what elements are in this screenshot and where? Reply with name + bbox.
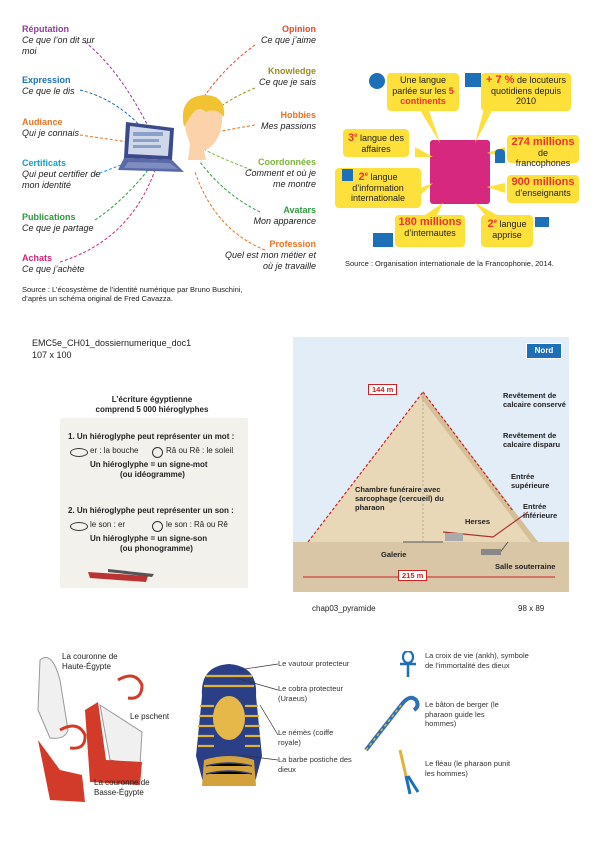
flail-icon — [396, 748, 426, 803]
hieroglyph-s2c: Un hiéroglyphe = un signe-son — [90, 534, 208, 543]
croix-label: La croix de vie (ankh), symbole de l’immortalité des dieux — [425, 651, 529, 670]
cobra-label: Le cobra protecteur (Uraeus) — [278, 684, 344, 703]
identity-publications — [22, 212, 102, 234]
mouth-glyph-icon — [70, 522, 88, 531]
nemes-label: Le némès (coiffe royale) — [278, 728, 334, 747]
identity-opinion-title: Opinion — [282, 24, 316, 34]
identity-coordonnees-desc: Comment et où je me montre — [244, 168, 316, 189]
person-head-illustration — [176, 92, 226, 167]
ankh-icon — [398, 651, 418, 682]
identity-audiance — [22, 117, 97, 139]
identity-profession-desc: Quel est mon métier et où je travaille — [224, 250, 316, 271]
hieroglyph-sound-section — [68, 506, 248, 554]
fact-continents — [387, 73, 459, 111]
pyr-entree-inf: Entrée inférieure — [523, 502, 558, 520]
sun-glyph-icon — [152, 447, 163, 458]
pyr-entree-sup: Entrée supérieure — [511, 472, 550, 490]
identity-hobbies-desc: Mes passions — [260, 121, 316, 131]
info-icon — [342, 169, 353, 181]
mask-pointer-lines — [230, 660, 280, 770]
growth-chart-icon — [465, 73, 481, 87]
identity-avatars — [236, 205, 316, 227]
fact-information-post: langue d’information internationale — [350, 172, 406, 203]
identity-knowledge — [240, 66, 316, 88]
fact-affaires-post: langue des affaires — [357, 133, 404, 154]
identity-opinion — [240, 24, 316, 46]
pyr-rev2: Revêtement de calcaire disparu — [503, 431, 561, 449]
identity-hobbies-title: Hobbies — [280, 110, 316, 120]
vautour-label: Le vautour protecteur — [278, 659, 350, 668]
fact-apprise — [481, 215, 533, 247]
crown-basse-label: La couronne de Basse-Égypte — [94, 778, 150, 797]
base-label: 215 m — [398, 570, 427, 581]
baton-label: Le bâton de berger (le pharaon guide les hommes) — [425, 700, 499, 728]
pyr-rev1: Revêtement de calcaire conservé — [503, 391, 566, 409]
pyramid-drawing — [293, 337, 569, 592]
identity-reputation-desc: Ce que l’on dit sur moi — [22, 35, 95, 56]
fact-francophones-post: de francophones — [515, 147, 571, 168]
hieroglyph-s2b: le son : Râ ou Rê — [166, 520, 228, 529]
hieroglyph-s1c: Un hiéroglyphe = un signe-mot — [90, 460, 208, 469]
fact-growth-big: + 7 % — [486, 74, 515, 86]
identity-hobbies — [240, 110, 316, 132]
fact-internautes-post: d’internautes — [404, 227, 456, 238]
identity-expression-title: Expression — [22, 75, 71, 85]
north-badge: Nord — [526, 343, 562, 359]
crown-haute-label: La couronne de Haute-Égypte — [62, 652, 118, 671]
identity-opinion-desc: Ce que j’aime — [260, 35, 316, 45]
fact-information-sup: e — [364, 172, 368, 178]
fact-internautes — [395, 215, 465, 247]
identity-reputation — [22, 24, 97, 57]
identity-achats-desc: Ce que j’achète — [22, 264, 85, 274]
hieroglyph-s1-heading: 1. Un hiéroglyphe peut représenter un mot : — [68, 432, 235, 441]
hieroglyph-title — [62, 395, 242, 415]
graduation-cap-icon — [535, 217, 549, 227]
identity-coordonnees-title: Coordonnées — [257, 157, 316, 167]
fact-information-big: 2 — [358, 171, 365, 183]
www-icon — [373, 233, 393, 247]
hieroglyph-title-line2: comprend 5 000 hiéroglyphes — [95, 405, 209, 414]
fact-continents-pre: Une langue parlée sur les — [392, 75, 449, 96]
fact-affaires-sup: e — [354, 133, 358, 139]
identity-expression — [22, 75, 97, 97]
fact-francophones-big: 274 millions — [511, 136, 575, 148]
fact-affaires-big: 3 — [347, 132, 355, 144]
sun-glyph-icon — [152, 521, 163, 532]
identity-publications-desc: Ce que je partage — [22, 223, 94, 233]
francophonie-infographic — [335, 65, 585, 280]
identity-certificats-title: Certificats — [22, 158, 67, 168]
identity-avatars-desc: Mon apparence — [253, 216, 316, 226]
height-label: 144 m — [368, 384, 397, 395]
fact-growth-post: de locuteurs quotidiens depuis 2010 — [490, 75, 566, 106]
fact-enseignants-post: d’enseignants — [515, 187, 571, 198]
identity-avatars-title: Avatars — [283, 205, 316, 215]
hieroglyph-s2a: le son : er — [90, 520, 126, 529]
identity-profession — [216, 239, 316, 272]
identity-reputation-title: Réputation — [22, 24, 69, 34]
fleau-label: Le fléau (le pharaon punit les hommes) — [425, 759, 511, 778]
identity-publications-title: Publications — [22, 212, 76, 222]
barbe-label: La barbe postiche des dieux — [278, 755, 352, 774]
identity-certificats-desc: Qui peut certifier de mon identité — [22, 169, 101, 190]
hieroglyph-title-line1: L’écriture égyptienne — [111, 395, 193, 404]
hieroglyph-s2d: (ou phonogramme) — [120, 544, 193, 553]
identity-knowledge-title: Knowledge — [267, 66, 316, 76]
hieroglyph-word-section — [68, 432, 248, 480]
fact-apprise-post: langue apprise — [492, 219, 527, 240]
identity-certificats — [22, 158, 102, 191]
pyr-salle: Salle souterraine — [495, 562, 556, 571]
people-icon — [495, 149, 505, 163]
identity-achats-title: Achats — [22, 253, 53, 263]
hieroglyph-size: 107 x 100 — [32, 350, 72, 360]
identity-source: Source : L’écosystème de l’identité numérique par Bruno Buschini, d’après un schéma original de Fred Cavazza. — [22, 285, 243, 303]
globe-icon — [369, 73, 385, 89]
identity-profession-title: Profession — [269, 239, 316, 249]
hieroglyph-s1d: (ou idéogramme) — [120, 470, 185, 479]
fact-francophones — [507, 135, 579, 168]
fact-enseignants — [507, 175, 579, 203]
identity-expression-desc: Ce que le dis — [22, 86, 75, 96]
fact-internautes-big: 180 millions — [398, 216, 462, 228]
fact-affaires — [343, 129, 409, 157]
pyramid-diagram — [293, 337, 569, 592]
fact-apprise-sup: e — [493, 219, 497, 225]
identity-coordonnees — [236, 157, 316, 190]
pyramid-code: chap03_pyramide — [312, 604, 376, 613]
hieroglyph-s2-heading: 2. Un hiéroglyphe peut représenter un son : — [68, 506, 234, 515]
pyr-herses: Herses — [465, 517, 491, 526]
fact-enseignants-big: 900 millions — [511, 176, 575, 188]
identity-knowledge-desc: Ce que je sais — [258, 77, 316, 87]
hieroglyph-s1b: Râ ou Rê : le soleil — [166, 446, 234, 455]
identity-audiance-desc: Qui je connais — [22, 128, 80, 138]
hieroglyph-code: EMC5e_CH01_dossiernumerique_doc1 — [32, 338, 192, 348]
pschent-label: Le pschent — [130, 712, 170, 721]
pyramid-size: 98 x 89 — [518, 604, 545, 613]
fact-growth — [481, 73, 571, 111]
identity-diagram — [0, 0, 330, 310]
identity-audiance-title: Audiance — [22, 117, 63, 127]
mouth-glyph-icon — [70, 448, 88, 457]
identity-achats — [22, 253, 102, 275]
fact-apprise-big: 2 — [487, 218, 494, 230]
scribe-tools-illustration — [88, 566, 158, 591]
hieroglyph-caption — [32, 337, 191, 361]
hieroglyph-s1a: er : la bouche — [90, 446, 139, 455]
fact-continents-big: 5 continents — [400, 85, 454, 106]
pyr-chambre: Chambre funéraire avec sarcophage (cercueil) du pharaon — [355, 485, 444, 512]
franco-source: Source : Organisation internationale de la Francophonie, 2014. — [345, 259, 554, 268]
pyr-galerie: Galerie — [381, 550, 407, 559]
